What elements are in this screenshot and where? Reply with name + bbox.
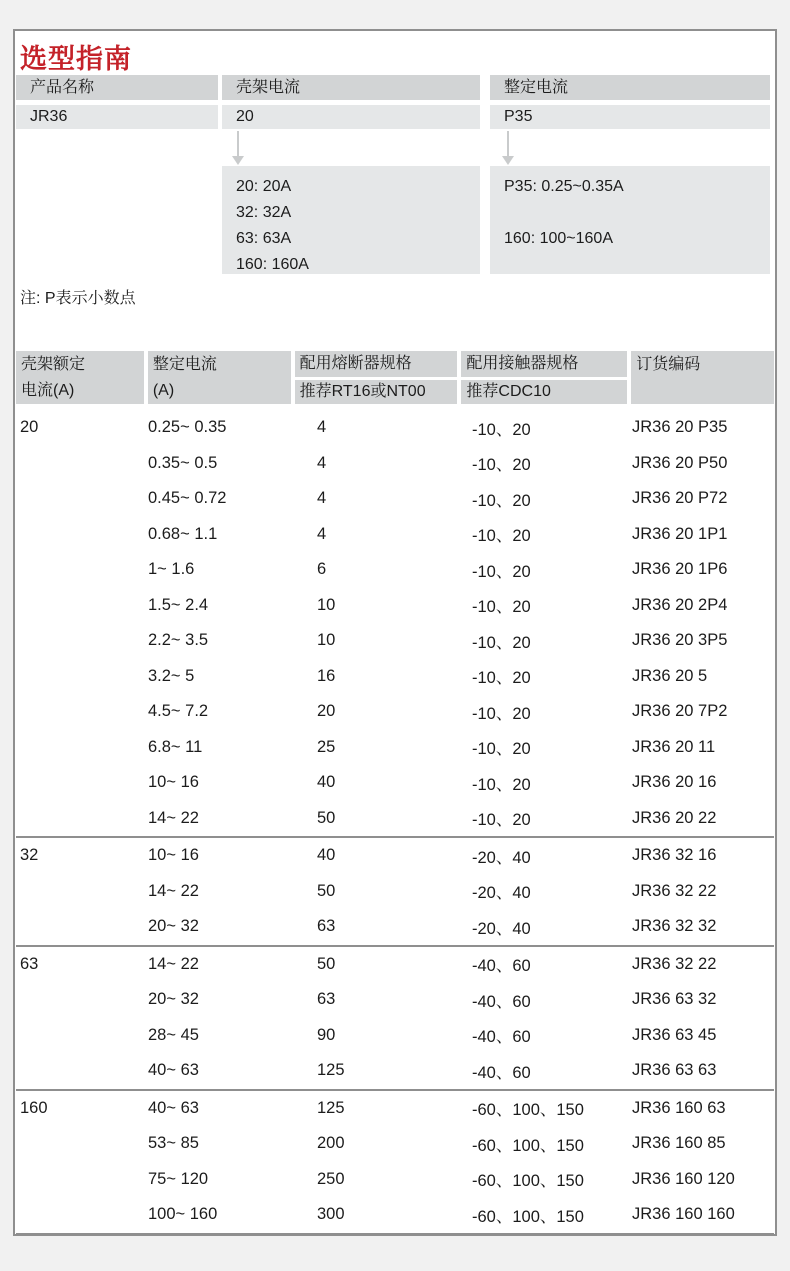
- header-line: 配用熔断器规格: [295, 351, 458, 377]
- header-line: 订货编码: [636, 356, 701, 373]
- table-cell: 10~ 16: [148, 846, 199, 865]
- table-cell: JR36 20 1P1: [632, 524, 728, 543]
- table-cell: 300: [317, 1205, 345, 1224]
- table-cell: JR36 20 7P2: [632, 702, 728, 721]
- table-row: [16, 694, 774, 730]
- header-line: 推荐CDC10: [461, 380, 627, 404]
- table-row: [16, 659, 774, 695]
- table-cell: -10、20: [472, 598, 531, 617]
- option-line: P35: 0.25~0.35A: [504, 178, 624, 195]
- table-cell: 160: [20, 1098, 48, 1117]
- table-cell: -60、100、150: [472, 1207, 584, 1226]
- table-row: [16, 801, 774, 837]
- table-cell: 1.5~ 2.4: [148, 595, 209, 614]
- table-cell: 63: [20, 954, 39, 973]
- table-cell: 40~ 63: [148, 1061, 199, 1080]
- option-line: 32: 32A: [236, 204, 292, 221]
- arrow-down-icon: [502, 131, 514, 165]
- table-cell: -40、60: [472, 1028, 531, 1047]
- selector-header-setting-current: 整定电流: [490, 75, 770, 100]
- header-contactor-spec: [461, 351, 627, 404]
- table-cell: -60、100、150: [472, 1172, 584, 1191]
- arrow-stem: [237, 131, 239, 156]
- table-cell: 50: [317, 881, 336, 900]
- table-cell: 200: [317, 1134, 345, 1153]
- table-header: [16, 351, 774, 404]
- table-row: [16, 623, 774, 659]
- ordering-table: [16, 351, 774, 1235]
- header-fuse-spec: [295, 351, 458, 404]
- option-line: 63: 63A: [236, 230, 292, 247]
- table-cell: JR36 20 P72: [632, 489, 728, 508]
- table-cell: 6.8~ 11: [148, 737, 203, 756]
- setting-current-options-box: [490, 166, 770, 274]
- table-cell: -10、20: [472, 491, 531, 510]
- table-cell: JR36 32 32: [632, 917, 717, 936]
- table-cell: 20: [317, 702, 336, 721]
- table-row: [16, 909, 774, 945]
- table-cell: 40: [317, 846, 336, 865]
- table-row: [16, 730, 774, 766]
- table-cell: -10、20: [472, 456, 531, 475]
- table-row: [16, 1091, 774, 1127]
- table-row: [16, 982, 774, 1018]
- table-cell: 0.25~ 0.35: [148, 418, 227, 437]
- table-cell: 16: [317, 666, 336, 685]
- table-cell: 6: [317, 560, 327, 579]
- table-cell: 14~ 22: [148, 954, 199, 973]
- table-cell: JR36 20 2P4: [632, 595, 728, 614]
- table-cell: 4: [317, 453, 327, 472]
- table-cell: 100~ 160: [148, 1205, 218, 1224]
- arrow-head: [232, 156, 244, 165]
- header-line: 整定电流: [152, 356, 217, 373]
- header-line: (A): [152, 382, 175, 399]
- table-cell: 4: [317, 524, 327, 543]
- table-cell: 40: [317, 773, 336, 792]
- table-cell: JR36 32 22: [632, 954, 717, 973]
- table-cell: JR36 160 160: [632, 1205, 735, 1224]
- card-inner: [15, 31, 775, 1234]
- table-cell: -10、20: [472, 811, 531, 830]
- frame-current-options-box: [222, 166, 480, 274]
- table-cell: 53~ 85: [148, 1134, 199, 1153]
- footnote: 注: P表示小数点: [20, 290, 136, 307]
- arrow-head: [502, 156, 514, 165]
- table-cell: JR36 20 5: [632, 666, 708, 685]
- table-cell: JR36 32 16: [632, 846, 717, 865]
- table-row: [16, 947, 774, 983]
- header-line: 配用接触器规格: [461, 351, 627, 377]
- table-row: [16, 446, 774, 482]
- table-cell: JR36 20 P50: [632, 453, 728, 472]
- table-cell: JR36 160 85: [632, 1134, 726, 1153]
- table-cell: 63: [317, 990, 336, 1009]
- table-cell: JR36 63 45: [632, 1025, 717, 1044]
- table-cell: JR36 20 11: [632, 737, 716, 756]
- table-cell: 0.68~ 1.1: [148, 524, 218, 543]
- selection-guide-card: [13, 29, 777, 1236]
- table-cell: 20: [20, 418, 39, 437]
- table-row: [16, 765, 774, 801]
- table-cell: JR36 32 22: [632, 881, 717, 900]
- header-order-code: [631, 351, 774, 404]
- table-cell: 4: [317, 418, 327, 437]
- table-cell: 0.35~ 0.5: [148, 453, 218, 472]
- selector-value-setting-current: P35: [490, 105, 770, 129]
- table-cell: 3.2~ 5: [148, 666, 195, 685]
- table-cell: -20、40: [472, 919, 531, 938]
- table-cell: JR36 20 16: [632, 773, 717, 792]
- table-cell: -40、60: [472, 957, 531, 976]
- table-cell: JR36 160 120: [632, 1169, 735, 1188]
- table-row: [16, 1197, 774, 1233]
- header-frame-rated-current: [16, 351, 144, 404]
- header-setting-current: [148, 351, 291, 404]
- table-cell: 20~ 32: [148, 990, 199, 1009]
- table-cell: 40~ 63: [148, 1098, 199, 1117]
- table-row: [16, 838, 774, 874]
- table-cell: JR36 63 63: [632, 1061, 717, 1080]
- table-cell: 125: [317, 1061, 345, 1080]
- table-cell: 0.45~ 0.72: [148, 489, 227, 508]
- table-cell: 20~ 32: [148, 917, 199, 936]
- selector-header-product-name: 产品名称: [16, 75, 218, 100]
- option-line: 160: 160A: [236, 256, 309, 273]
- table-row: [16, 481, 774, 517]
- table-cell: -60、100、150: [472, 1136, 584, 1155]
- table-cell: -10、20: [472, 669, 531, 688]
- table-row: [16, 1126, 774, 1162]
- table-cell: -10、20: [472, 775, 531, 794]
- table-cell: 1~ 1.6: [148, 560, 195, 579]
- table-cell: -10、20: [472, 633, 531, 652]
- table-cell: JR36 20 22: [632, 808, 717, 827]
- header-line: 壳架额定: [21, 356, 86, 373]
- table-cell: JR36 63 32: [632, 990, 717, 1009]
- table-cell: JR36 160 63: [632, 1098, 726, 1117]
- table-cell: JR36 20 3P5: [632, 631, 728, 650]
- table-cell: 14~ 22: [148, 808, 199, 827]
- table-row: [16, 1162, 774, 1198]
- table-cell: JR36 20 P35: [632, 418, 728, 437]
- table-cell: -20、40: [472, 848, 531, 867]
- option-line: 20: 20A: [236, 178, 292, 195]
- page-title: 选型指南: [20, 44, 132, 74]
- table-cell: 4.5~ 7.2: [148, 702, 209, 721]
- table-cell: -10、20: [472, 562, 531, 581]
- table-row: [16, 874, 774, 910]
- table-cell: JR36 20 1P6: [632, 560, 728, 579]
- table-row: [16, 517, 774, 553]
- arrow-down-icon: [232, 131, 244, 165]
- group-divider: [16, 1233, 774, 1235]
- table-cell: -40、60: [472, 1063, 531, 1082]
- selector-value-product-name: JR36: [16, 105, 218, 129]
- table-cell: -10、20: [472, 420, 531, 439]
- table-cell: -40、60: [472, 992, 531, 1011]
- table-cell: 50: [317, 954, 336, 973]
- table-cell: -20、40: [472, 884, 531, 903]
- table-cell: 2.2~ 3.5: [148, 631, 209, 650]
- table-cell: 10: [317, 595, 336, 614]
- table-cell: -10、20: [472, 527, 531, 546]
- table-cell: 4: [317, 489, 327, 508]
- table-cell: 63: [317, 917, 336, 936]
- arrow-stem: [507, 131, 509, 156]
- table-cell: 75~ 120: [148, 1169, 209, 1188]
- table-cell: 32: [20, 846, 39, 865]
- table-cell: -60、100、150: [472, 1101, 584, 1120]
- table-cell: 250: [317, 1169, 345, 1188]
- table-cell: 28~ 45: [148, 1025, 199, 1044]
- table-cell: 90: [317, 1025, 336, 1044]
- table-row: [16, 552, 774, 588]
- table-row: [16, 410, 774, 446]
- table-row: [16, 1018, 774, 1054]
- table-row: [16, 1053, 774, 1089]
- option-line: 160: 100~160A: [504, 230, 613, 247]
- header-line: 电流(A): [21, 382, 75, 399]
- selector-value-frame-current: 20: [222, 105, 480, 129]
- selector-header-frame-current: 壳架电流: [222, 75, 480, 100]
- table-cell: 10~ 16: [148, 773, 199, 792]
- table-cell: 25: [317, 737, 336, 756]
- table-cell: -10、20: [472, 704, 531, 723]
- table-body: [16, 410, 774, 1235]
- table-row: [16, 588, 774, 624]
- table-cell: 10: [317, 631, 336, 650]
- table-cell: -10、20: [472, 740, 531, 759]
- table-cell: 14~ 22: [148, 881, 199, 900]
- table-cell: 125: [317, 1098, 345, 1117]
- table-cell: 50: [317, 808, 336, 827]
- header-line: 推荐RT16或NT00: [295, 380, 458, 404]
